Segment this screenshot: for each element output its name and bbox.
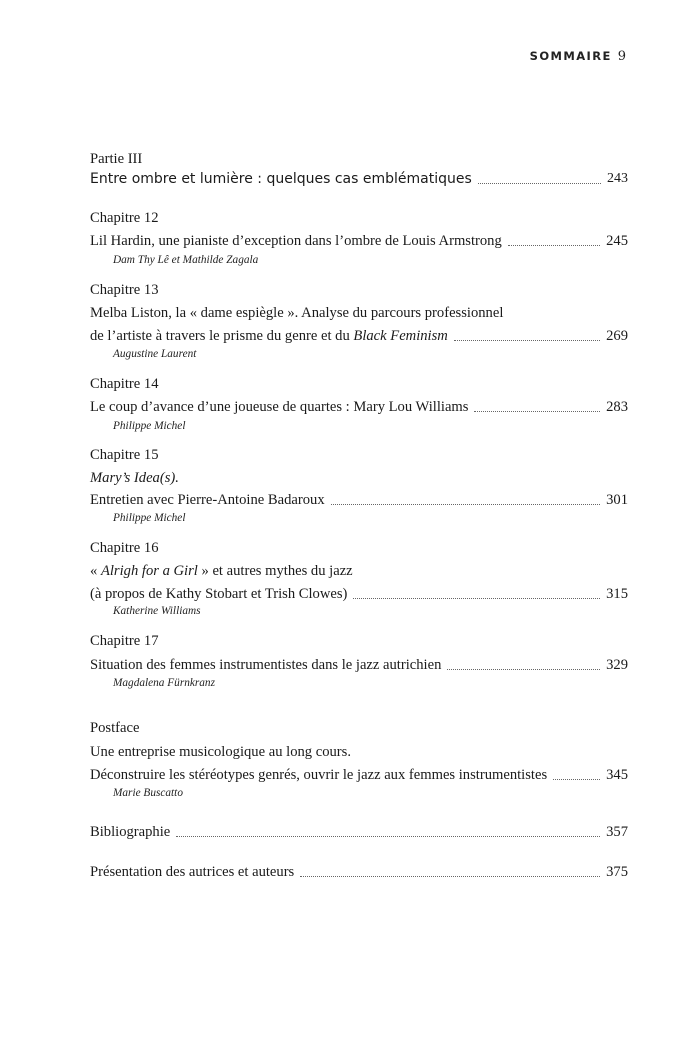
postface-title: Une entreprise musicologique au long cours.: [90, 744, 351, 760]
part-title: Entre ombre et lumière : quelques cas emblématiques: [90, 171, 472, 187]
chapter-title: Melba Liston, la « dame espiègle ». Analyse du parcours professionnel: [90, 305, 504, 321]
entry-page: 245: [606, 233, 628, 249]
part-label: Partie III: [90, 151, 143, 167]
chapter-title: Lil Hardin, une pianiste d’exception dans l’ombre de Louis Armstrong: [90, 233, 502, 249]
toc-entry-bibliography[interactable]: [90, 823, 628, 841]
entry-page: 357: [606, 824, 628, 840]
chapter-label: Chapitre 17: [90, 633, 159, 649]
toc-entry-chapter-16[interactable]: [90, 585, 628, 603]
entry-page: 243: [607, 171, 628, 186]
entry-page: 301: [606, 492, 628, 508]
entry-page: 269: [606, 328, 628, 344]
postface-author: Marie Buscatto: [113, 787, 183, 799]
chapter-title: Entretien avec Pierre-Antoine Badaroux: [90, 492, 325, 508]
chapter-label: Chapitre 14: [90, 376, 159, 392]
leader-dots: [508, 244, 600, 246]
entry-page: 375: [606, 864, 628, 880]
entry-page: 315: [606, 586, 628, 602]
toc-entry-presentation[interactable]: [90, 863, 628, 881]
leader-dots: [353, 597, 600, 599]
chapter-label: Chapitre 15: [90, 447, 159, 463]
leader-dots: [474, 410, 600, 412]
toc-entry-chapter-13[interactable]: [90, 327, 628, 345]
chapter-label: Chapitre 13: [90, 282, 159, 298]
chapter-title-continued: (à propos de Kathy Stobart et Trish Clowes): [90, 586, 348, 602]
chapter-author: Dam Thy Lê et Mathilde Zagala: [113, 254, 259, 266]
chapter-title-text: de l’artiste à travers le prisme du genre et du: [90, 328, 354, 344]
leader-dots: [454, 339, 600, 341]
chapter-author: Magdalena Fürnkranz: [113, 677, 215, 689]
entry-page: 345: [606, 767, 628, 783]
toc-entry-chapter-17[interactable]: [90, 656, 628, 674]
toc-entry-postface[interactable]: [90, 766, 628, 784]
entry-page: 329: [606, 657, 628, 673]
entry-page: 283: [606, 399, 628, 415]
chapter-author: Philippe Michel: [113, 512, 186, 524]
chapter-title-italic: Alrigh for a Girl: [100, 563, 198, 579]
chapter-title: [90, 562, 353, 580]
chapter-title-text: » et autres mythes du jazz: [197, 563, 353, 579]
leader-dots: [300, 875, 600, 877]
page-number: 9: [617, 49, 626, 64]
leader-dots: [176, 835, 600, 837]
leader-dots: [447, 668, 600, 670]
toc-entry-chapter-14[interactable]: [90, 398, 628, 416]
toc-entry-chapter-15[interactable]: [90, 491, 628, 509]
chapter-label: Chapitre 12: [90, 210, 159, 226]
leader-dots: [331, 503, 600, 505]
chapter-title-italic: Mary’s Idea(s).: [90, 470, 179, 486]
leader-dots: [553, 778, 600, 780]
running-header: [530, 49, 626, 64]
bibliography-title: Bibliographie: [90, 824, 171, 840]
chapter-author: Augustine Laurent: [113, 348, 197, 360]
chapter-author: Philippe Michel: [113, 420, 186, 432]
chapter-label: Chapitre 16: [90, 540, 159, 556]
postface-title-continued: Déconstruire les stéréotypes genrés, ouvrir le jazz aux femmes instrumentistes: [90, 767, 548, 783]
leader-dots: [478, 182, 601, 184]
chapter-author: Katherine Williams: [113, 605, 201, 617]
chapter-title-text: «: [90, 563, 101, 579]
chapter-title-italic: Black Feminism: [353, 328, 448, 344]
toc-entry-chapter-12[interactable]: [90, 232, 628, 250]
running-header-title: SOMMAIRE: [529, 49, 612, 63]
postface-label: Postface: [90, 720, 140, 736]
chapter-title: Situation des femmes instrumentistes dans le jazz autrichien: [90, 657, 442, 673]
chapter-title-continued: [90, 327, 448, 345]
chapter-title: Le coup d’avance d’une joueuse de quartes : Mary Lou Williams: [90, 399, 469, 415]
toc-entry-part-3[interactable]: [90, 170, 628, 188]
presentation-title: Présentation des autrices et auteurs: [90, 864, 295, 880]
